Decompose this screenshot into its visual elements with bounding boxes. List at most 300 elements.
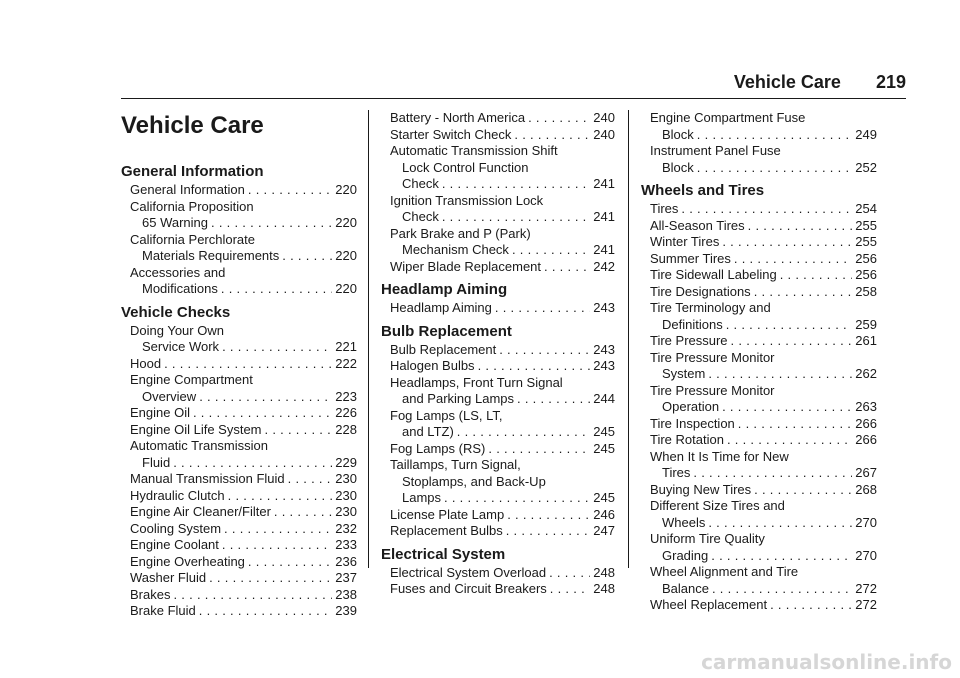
toc-entry-text: Park Brake and P (Park) bbox=[390, 225, 531, 241]
dot-leader bbox=[495, 300, 590, 317]
toc-entry-line bbox=[130, 248, 357, 265]
toc-entry-line bbox=[650, 548, 877, 565]
toc-page-number: 259 bbox=[855, 316, 877, 332]
toc-entry-line bbox=[650, 465, 877, 482]
dot-leader bbox=[712, 581, 852, 598]
section-heading: Wheels and Tires bbox=[641, 182, 765, 199]
toc-entry-line bbox=[390, 242, 615, 259]
section-heading: Electrical System bbox=[381, 545, 506, 563]
toc-entry-line bbox=[130, 389, 357, 406]
toc-page-number: 245 bbox=[593, 440, 615, 456]
toc-column-3 bbox=[641, 110, 877, 614]
toc-page-number: 232 bbox=[335, 520, 357, 536]
toc-entry[interactable] bbox=[650, 218, 877, 235]
section-entries bbox=[390, 342, 615, 540]
dot-leader bbox=[265, 422, 333, 439]
toc-page-number: 230 bbox=[335, 504, 357, 519]
toc-entry[interactable] bbox=[650, 143, 877, 176]
toc-entry-text: Engine Coolant bbox=[130, 537, 219, 552]
toc-page-number: 252 bbox=[855, 159, 877, 175]
toc-entry-line bbox=[650, 482, 877, 499]
dot-leader bbox=[173, 587, 332, 604]
dot-leader bbox=[506, 523, 591, 540]
dot-leader bbox=[211, 215, 332, 232]
dot-leader bbox=[173, 455, 332, 472]
toc-entry-text: Engine Compartment bbox=[130, 372, 253, 387]
toc-page-number: 262 bbox=[855, 366, 877, 381]
dot-leader bbox=[209, 570, 332, 587]
watermark: carmanualsonline.info bbox=[701, 650, 952, 674]
dot-leader bbox=[442, 209, 590, 226]
toc-page-number: 256 bbox=[855, 267, 877, 282]
toc-entry-text: All-Season Tires bbox=[650, 217, 745, 233]
toc-entry-line bbox=[130, 281, 357, 298]
dot-leader bbox=[228, 488, 333, 505]
toc-entry-line bbox=[130, 587, 357, 604]
toc-entry-text: Hood bbox=[130, 355, 162, 371]
toc-entry-line bbox=[650, 267, 877, 284]
toc-entry[interactable] bbox=[390, 259, 615, 276]
dot-leader bbox=[222, 537, 332, 554]
toc-entry-line bbox=[130, 422, 357, 439]
toc-entry[interactable] bbox=[650, 597, 877, 614]
toc-entry-line bbox=[130, 603, 357, 620]
chapter-title: Vehicle Care bbox=[121, 112, 264, 139]
toc-entry-text: California Perchlorate bbox=[130, 231, 256, 247]
toc-page-number: 220 bbox=[335, 182, 357, 197]
toc-entry-text: Service Work bbox=[142, 339, 220, 354]
toc-entry[interactable] bbox=[650, 531, 877, 564]
toc-entry[interactable] bbox=[650, 284, 877, 301]
toc-entry-line bbox=[390, 342, 615, 359]
toc-entry[interactable] bbox=[390, 507, 615, 524]
toc-entry-text: Tire Pressure bbox=[650, 333, 728, 348]
toc-page-number: 241 bbox=[593, 176, 615, 191]
dot-leader bbox=[199, 603, 333, 620]
toc-entry-text: Headlamp Aiming bbox=[390, 300, 492, 315]
toc-page-number: 266 bbox=[855, 415, 877, 431]
dot-leader bbox=[221, 281, 332, 298]
toc-entry-text: Fluid bbox=[142, 454, 171, 470]
toc-entry[interactable] bbox=[390, 358, 615, 375]
toc-entry[interactable] bbox=[130, 199, 357, 232]
toc-entry-line bbox=[650, 515, 877, 532]
toc-page-number: 255 bbox=[855, 217, 877, 233]
section-heading: General Information bbox=[121, 163, 264, 180]
dot-leader bbox=[274, 504, 332, 521]
toc-page-number: 220 bbox=[335, 281, 357, 296]
toc-entry-text: Balance bbox=[662, 580, 709, 596]
toc-entry-text: Brakes bbox=[130, 586, 171, 602]
toc-entry[interactable] bbox=[130, 570, 357, 587]
toc-page-number: 220 bbox=[335, 248, 357, 263]
dot-leader bbox=[514, 127, 590, 144]
toc-entry-line bbox=[650, 251, 877, 268]
toc-entry-line bbox=[650, 218, 877, 235]
toc-entry-text: Engine Overheating bbox=[130, 553, 245, 569]
toc-page-number: 248 bbox=[593, 581, 615, 596]
dot-leader bbox=[512, 242, 590, 259]
toc-entry-text: Tires bbox=[650, 201, 679, 216]
toc-entry-text: Tires bbox=[662, 465, 691, 480]
toc-entry[interactable] bbox=[130, 554, 357, 571]
toc-entry-text: Different Size Tires and bbox=[650, 498, 785, 513]
toc-entry-text: Overview bbox=[142, 388, 197, 404]
toc-entry[interactable] bbox=[390, 110, 615, 127]
toc-entry[interactable] bbox=[390, 193, 615, 226]
toc-entry[interactable] bbox=[130, 232, 357, 265]
toc-entry[interactable] bbox=[390, 581, 615, 598]
section-entries bbox=[390, 110, 615, 275]
toc-page-number: 229 bbox=[335, 454, 357, 470]
toc-entry-text: Operation bbox=[662, 399, 720, 414]
dot-leader bbox=[748, 218, 853, 235]
toc-entry-text: Wheels bbox=[662, 514, 706, 530]
toc-entry-text: Accessories and bbox=[130, 264, 226, 280]
toc-entry-line bbox=[390, 259, 615, 276]
dot-leader bbox=[722, 234, 852, 251]
toc-entry[interactable] bbox=[650, 350, 877, 383]
toc-entry-text: Block bbox=[662, 126, 694, 142]
toc-entry-line bbox=[650, 416, 877, 433]
toc-page-number: 230 bbox=[335, 471, 357, 486]
toc-entry[interactable] bbox=[390, 226, 615, 259]
toc-entry[interactable] bbox=[390, 375, 615, 408]
toc-page-number: 243 bbox=[593, 300, 615, 315]
dot-leader bbox=[754, 284, 853, 301]
dot-leader bbox=[697, 127, 853, 144]
toc-entry-text: Tire Pressure Monitor bbox=[650, 349, 775, 365]
toc-page-number: 268 bbox=[855, 481, 877, 497]
toc-entry-line bbox=[390, 507, 615, 524]
toc-entry[interactable] bbox=[390, 342, 615, 359]
toc-entry[interactable] bbox=[390, 300, 615, 317]
toc-entry-line bbox=[650, 333, 877, 350]
header-page-number: 219 bbox=[875, 72, 906, 92]
section-entries bbox=[650, 110, 877, 176]
toc-page-number: 241 bbox=[593, 242, 615, 257]
toc-entry[interactable] bbox=[650, 201, 877, 218]
toc-entry-line bbox=[130, 339, 357, 356]
toc-entry[interactable] bbox=[650, 110, 877, 143]
toc-entry-text: Replacement Bulbs bbox=[390, 523, 503, 538]
toc-page-number: 249 bbox=[855, 126, 877, 142]
dot-leader bbox=[507, 507, 590, 524]
toc-entry-text: Washer Fluid bbox=[130, 570, 207, 585]
toc-page-number: 223 bbox=[335, 388, 357, 404]
toc-entry-text: Tire Inspection bbox=[650, 415, 735, 431]
toc-entry[interactable] bbox=[390, 441, 615, 458]
header-section-title: Vehicle Care bbox=[733, 72, 841, 92]
toc-entry-text: Electrical System Overload bbox=[390, 564, 547, 580]
toc-entry-text: Buying New Tires bbox=[650, 481, 752, 497]
toc-page-number: 266 bbox=[855, 432, 877, 447]
toc-page-number: 256 bbox=[855, 250, 877, 266]
toc-entry-line bbox=[390, 176, 615, 193]
toc-entry-line bbox=[390, 424, 615, 441]
toc-entry[interactable] bbox=[390, 408, 615, 441]
toc-entry-line bbox=[390, 581, 615, 598]
toc-entry[interactable] bbox=[650, 251, 877, 268]
toc-entry[interactable] bbox=[130, 405, 357, 422]
toc-entry[interactable] bbox=[390, 523, 615, 540]
dot-leader bbox=[726, 317, 853, 334]
toc-entry-text: Headlamps, Front Turn Signal bbox=[390, 374, 563, 390]
toc-page-number: 263 bbox=[855, 399, 877, 414]
toc-entry-text: Materials Requirements bbox=[142, 248, 280, 263]
dot-leader bbox=[528, 110, 590, 127]
section-entries bbox=[130, 323, 357, 620]
column-divider bbox=[368, 110, 369, 568]
toc-page-number: 245 bbox=[593, 490, 615, 505]
toc-entry-text: Automatic Transmission Shift bbox=[390, 143, 558, 158]
toc-page-number: 236 bbox=[335, 553, 357, 569]
toc-entry-line bbox=[390, 490, 615, 507]
toc-entry-line bbox=[130, 455, 357, 472]
toc-entry-text: Cooling System bbox=[130, 520, 222, 536]
toc-entry-text: Bulb Replacement bbox=[390, 341, 497, 357]
toc-entry[interactable] bbox=[650, 482, 877, 499]
toc-entry-text: Stoplamps, and Back-Up bbox=[402, 473, 546, 489]
toc-entry-text: Fuses and Circuit Breakers bbox=[390, 581, 547, 596]
toc-entry-text: Lock Control Function bbox=[402, 159, 529, 175]
toc-page-number: 272 bbox=[855, 580, 877, 596]
toc-page-number: 248 bbox=[593, 564, 615, 580]
toc-entry[interactable] bbox=[130, 488, 357, 505]
toc-entry-line bbox=[650, 317, 877, 334]
section-entries bbox=[390, 300, 615, 317]
toc-entry[interactable] bbox=[650, 383, 877, 416]
toc-entry-line bbox=[130, 521, 357, 538]
toc-entry-text: Engine Oil bbox=[130, 405, 190, 420]
toc-entry[interactable] bbox=[650, 234, 877, 251]
dot-leader bbox=[282, 248, 332, 265]
dot-leader bbox=[488, 441, 590, 458]
toc-entry-text: Brake Fluid bbox=[130, 603, 196, 618]
toc-entry[interactable] bbox=[130, 603, 357, 620]
toc-page-number: 237 bbox=[335, 570, 357, 585]
toc-page-number: 245 bbox=[593, 424, 615, 439]
toc-page-number: 244 bbox=[593, 391, 615, 406]
toc-entry-text: Check bbox=[402, 209, 439, 224]
toc-page-number: 261 bbox=[855, 333, 877, 348]
toc-entry-text: Engine Oil Life System bbox=[130, 421, 262, 437]
toc-page-number: 220 bbox=[335, 215, 357, 230]
dot-leader bbox=[754, 482, 852, 499]
toc-entry-text: Uniform Tire Quality bbox=[650, 531, 765, 546]
toc-entry[interactable] bbox=[650, 333, 877, 350]
toc-entry-line bbox=[650, 201, 877, 218]
toc-entry-line bbox=[130, 356, 357, 373]
toc-entry-text: Summer Tires bbox=[650, 250, 731, 266]
toc-page-number: 226 bbox=[335, 405, 357, 420]
toc-entry-line bbox=[130, 215, 357, 232]
toc-page-number: 240 bbox=[593, 110, 615, 125]
toc-entry[interactable] bbox=[130, 438, 357, 471]
toc-page-number: 228 bbox=[335, 421, 357, 437]
toc-entry[interactable] bbox=[650, 416, 877, 433]
toc-entry-text: Grading bbox=[662, 547, 709, 563]
toc-entry-line bbox=[650, 597, 877, 614]
toc-entry-line bbox=[390, 358, 615, 375]
toc-page-number: 247 bbox=[593, 523, 615, 538]
toc-entry-text: License Plate Lamp bbox=[390, 506, 505, 522]
toc-entry-text: and LTZ) bbox=[402, 424, 454, 439]
toc-entry-line bbox=[390, 523, 615, 540]
dot-leader bbox=[770, 597, 852, 614]
toc-entry-line bbox=[130, 182, 357, 199]
toc-page-number: 230 bbox=[335, 487, 357, 503]
dot-leader bbox=[199, 389, 332, 406]
toc-column-1 bbox=[121, 110, 357, 620]
toc-entry-line bbox=[650, 432, 877, 449]
section-entries bbox=[650, 201, 877, 614]
toc-entry-line bbox=[650, 581, 877, 598]
toc-entry[interactable] bbox=[390, 457, 615, 507]
toc-entry-line bbox=[390, 565, 615, 582]
toc-entry-line bbox=[130, 554, 357, 571]
dot-leader bbox=[738, 416, 853, 433]
toc-entry-text: Winter Tires bbox=[650, 234, 720, 249]
toc-page-number: 241 bbox=[593, 209, 615, 224]
toc-entry-text: Lamps bbox=[402, 490, 442, 505]
dot-leader bbox=[499, 342, 590, 359]
header-rule bbox=[121, 98, 906, 99]
section-heading: Headlamp Aiming bbox=[381, 281, 508, 298]
dot-leader bbox=[708, 366, 852, 383]
toc-entry-line bbox=[130, 405, 357, 422]
running-header bbox=[734, 72, 906, 93]
toc-entry[interactable] bbox=[130, 521, 357, 538]
toc-entry-text: Tire Sidewall Labeling bbox=[650, 267, 777, 282]
toc-entry[interactable] bbox=[650, 564, 877, 597]
toc-entry[interactable] bbox=[650, 498, 877, 531]
toc-entry[interactable] bbox=[390, 565, 615, 582]
dot-leader bbox=[727, 432, 852, 449]
toc-page-number: 243 bbox=[593, 341, 615, 357]
dot-leader bbox=[164, 356, 332, 373]
toc-entry-line bbox=[130, 488, 357, 505]
toc-entry[interactable] bbox=[130, 471, 357, 488]
toc-entry[interactable] bbox=[130, 182, 357, 199]
toc-entry-text: Hydraulic Clutch bbox=[130, 487, 225, 503]
toc-entry-text: Automatic Transmission bbox=[130, 438, 268, 453]
toc-entry[interactable] bbox=[130, 323, 357, 356]
toc-page-number: 255 bbox=[855, 234, 877, 249]
toc-entry-text: Tire Pressure Monitor bbox=[650, 382, 775, 398]
section-entries bbox=[130, 182, 357, 298]
dot-leader bbox=[708, 515, 852, 532]
toc-entry-line bbox=[650, 399, 877, 416]
toc-page-number: 267 bbox=[855, 465, 877, 480]
dot-leader bbox=[224, 521, 332, 538]
toc-entry-text: Block bbox=[662, 159, 694, 175]
toc-entry-text: Check bbox=[402, 176, 439, 191]
toc-entry-text: Engine Air Cleaner/Filter bbox=[130, 504, 271, 519]
toc-entry[interactable] bbox=[390, 143, 615, 193]
toc-entry[interactable] bbox=[130, 372, 357, 405]
toc-entry-text: Battery - North America bbox=[390, 110, 526, 125]
toc-entry-text: Taillamps, Turn Signal, bbox=[390, 457, 521, 472]
toc-page-number: 233 bbox=[335, 537, 357, 552]
dot-leader bbox=[693, 465, 852, 482]
toc-page-number: 239 bbox=[335, 603, 357, 618]
dot-leader bbox=[457, 424, 591, 441]
toc-entry[interactable] bbox=[650, 300, 877, 333]
toc-entry[interactable] bbox=[130, 504, 357, 521]
toc-entry-line bbox=[650, 366, 877, 383]
toc-page-number: 243 bbox=[593, 358, 615, 373]
toc-entry[interactable] bbox=[130, 587, 357, 604]
toc-page-number: 254 bbox=[855, 201, 877, 216]
toc-entry[interactable] bbox=[390, 127, 615, 144]
toc-entry-line bbox=[130, 471, 357, 488]
toc-page-number: 221 bbox=[335, 339, 357, 354]
toc-entry-text: Doing Your Own bbox=[130, 322, 224, 338]
toc-entry-line bbox=[390, 209, 615, 226]
toc-entry-text: California Proposition bbox=[130, 198, 254, 214]
toc-entry-text: When It Is Time for New bbox=[650, 448, 789, 464]
toc-entry[interactable] bbox=[650, 432, 877, 449]
dot-leader bbox=[549, 565, 590, 582]
toc-entry[interactable] bbox=[130, 265, 357, 298]
toc-entry-text: System bbox=[662, 366, 706, 381]
toc-entry-line bbox=[650, 160, 877, 177]
toc-page-number: 242 bbox=[593, 258, 615, 274]
toc-entry-line bbox=[390, 110, 615, 127]
section-heading: Bulb Replacement bbox=[381, 322, 512, 340]
dot-leader bbox=[248, 182, 332, 199]
toc-entry-text: Mechanism Check bbox=[402, 242, 509, 257]
toc-column-2 bbox=[381, 110, 615, 598]
toc-page-number: 270 bbox=[855, 547, 877, 563]
dot-leader bbox=[731, 333, 853, 350]
toc-entry-text: Definitions bbox=[662, 316, 723, 332]
dot-leader bbox=[517, 391, 590, 408]
toc-entry-line bbox=[130, 570, 357, 587]
toc-entry-text: Starter Switch Check bbox=[390, 126, 512, 142]
toc-entry-line bbox=[390, 391, 615, 408]
toc-entry[interactable] bbox=[650, 449, 877, 482]
toc-entry-line bbox=[390, 441, 615, 458]
toc-entry-line bbox=[390, 300, 615, 317]
toc-entry-text: Fog Lamps (LS, LT, bbox=[390, 407, 503, 423]
section-heading: Vehicle Checks bbox=[121, 303, 231, 321]
toc-entry-line bbox=[390, 127, 615, 144]
toc-entry-line bbox=[130, 504, 357, 521]
toc-entry[interactable] bbox=[130, 356, 357, 373]
toc-entry-text: Instrument Panel Fuse bbox=[650, 143, 781, 158]
dot-leader bbox=[681, 201, 852, 218]
toc-entry[interactable] bbox=[130, 537, 357, 554]
toc-entry-line bbox=[130, 537, 357, 554]
toc-entry-text: Wheel Alignment and Tire bbox=[650, 564, 799, 579]
dot-leader bbox=[544, 259, 590, 276]
toc-entry[interactable] bbox=[650, 267, 877, 284]
toc-entry-text: Tire Rotation bbox=[650, 432, 724, 447]
dot-leader bbox=[780, 267, 853, 284]
toc-page-number: 258 bbox=[855, 283, 877, 299]
toc-page-number: 240 bbox=[593, 126, 615, 142]
column-divider bbox=[628, 110, 629, 568]
toc-page-number: 270 bbox=[855, 514, 877, 530]
toc-entry-text: Tire Designations bbox=[650, 283, 751, 299]
toc-entry[interactable] bbox=[130, 422, 357, 439]
toc-page-number: 222 bbox=[335, 355, 357, 371]
toc-entry-line bbox=[650, 127, 877, 144]
toc-entry-text: Wheel Replacement bbox=[650, 597, 768, 612]
dot-leader bbox=[722, 399, 852, 416]
